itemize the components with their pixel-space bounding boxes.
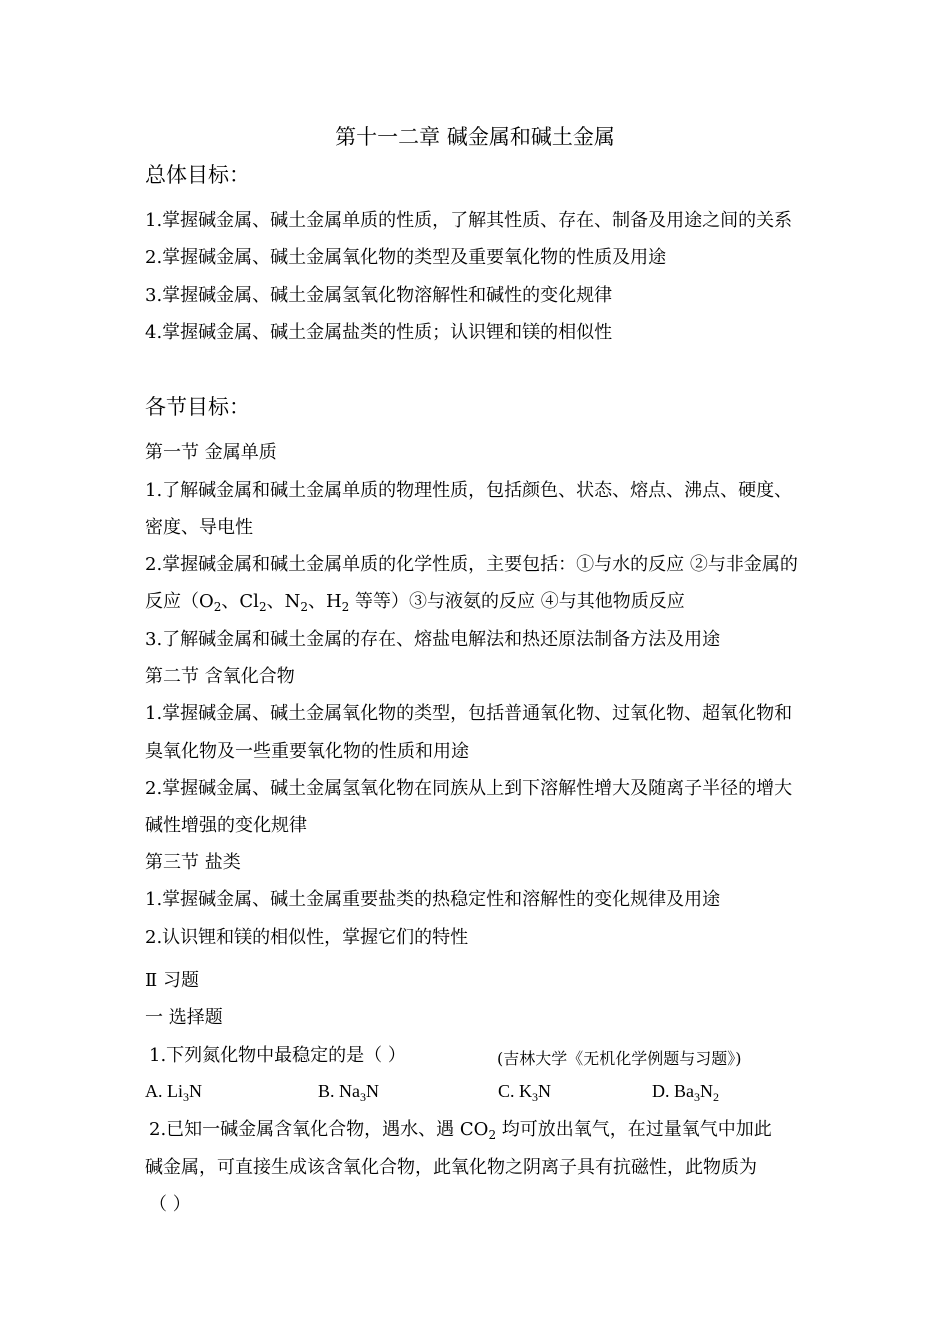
- overall-goal-4: 4.掌握碱金属、碱土金属盐类的性质；认识锂和镁的相似性: [145, 322, 613, 343]
- section1-item3: 3.了解碱金属和碱土金属的存在、熔盐电解法和热还原法制备方法及用途: [145, 629, 721, 650]
- section3-title: 第三节 盐类: [145, 852, 241, 873]
- question-1: 1.下列氮化物中最稳定的是（ ）: [149, 1045, 406, 1066]
- section2-item2-line1: 2.掌握碱金属、碱土金属氢氧化物在同族从上到下溶解性增大及随离子半径的增大: [145, 778, 793, 799]
- overall-goal-2: 2.掌握碱金属、碱土金属氧化物的类型及重要氧化物的性质及用途: [145, 247, 667, 268]
- question-2-line2: 碱金属，可直接生成该含氧化合物，此氧化物之阴离子具有抗磁性，此物质为: [145, 1157, 757, 1178]
- section-goals-heading: 各节目标：: [145, 395, 250, 419]
- overall-goal-3: 3.掌握碱金属、碱土金属氢氧化物溶解性和碱性的变化规律: [145, 285, 613, 306]
- option-d: D. $Ba_3N_2$: [652, 1081, 719, 1104]
- overall-goal-1: 1.掌握碱金属、碱土金属单质的性质，了解其性质、存在、制备及用途之间的关系: [145, 210, 793, 231]
- question-type-heading: 一 选择题: [145, 1007, 223, 1028]
- section2-title: 第二节 含氧化合物: [145, 666, 295, 687]
- question-1-source: (吉林大学《无机化学例题与习题》): [497, 1049, 742, 1068]
- section1-item1-line2: 密度、导电性: [145, 517, 253, 538]
- section1-title: 第一节 金属单质: [145, 442, 277, 463]
- section2-item1-line1: 1.掌握碱金属、碱土金属氧化物的类型，包括普通氧化物、过氧化物、超氧化物和: [145, 703, 793, 724]
- option-c: C. $K_3N$: [498, 1081, 552, 1104]
- section2-item2-line2: 碱性增强的变化规律: [145, 815, 307, 836]
- chapter-title: 第十一二章 碱金属和碱土金属: [335, 125, 615, 149]
- section1-item2-line2: 反应（$O_2$、$Cl_2$、$N_2$、$H_2$ 等等）③与液氨的反应 ④与其他物质反应: [145, 591, 685, 614]
- option-a: A. $Li_3N$: [145, 1081, 202, 1104]
- section1-item1-line1: 1.了解碱金属和碱土金属单质的物理性质，包括颜色、状态、熔点、沸点、硬度、: [145, 480, 793, 501]
- question-2-line1: 2.已知一碱金属含氧化合物，遇水、遇 $CO_2$ 均可放出氧气，在过量氧气中加此: [149, 1119, 772, 1142]
- overall-goals-heading: 总体目标：: [145, 163, 250, 187]
- exercises-heading: Ⅱ 习题: [145, 970, 199, 991]
- section3-item2: 2.认识锂和镁的相似性，掌握它们的特性: [145, 927, 469, 948]
- section1-item2-line1: 2.掌握碱金属和碱土金属单质的化学性质，主要包括：①与水的反应 ②与非金属的: [145, 554, 798, 575]
- section3-item1: 1.掌握碱金属、碱土金属重要盐类的热稳定性和溶解性的变化规律及用途: [145, 889, 721, 910]
- question-2-line3: （ ）: [149, 1194, 191, 1215]
- option-b: B. $Na_3N$: [318, 1081, 379, 1104]
- section2-item1-line2: 臭氧化物及一些重要氧化物的性质和用途: [145, 741, 469, 762]
